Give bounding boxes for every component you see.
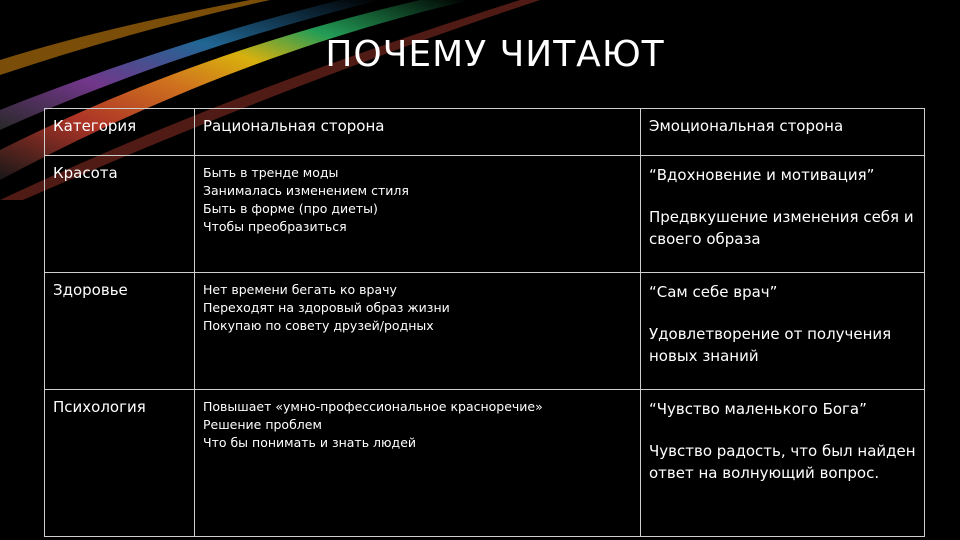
rational-item: Что бы понимать и знать людей xyxy=(203,435,417,450)
reasons-table xyxy=(44,108,925,537)
category-cell: Здоровье xyxy=(45,273,195,390)
table-header-row xyxy=(45,109,925,156)
rational-cell xyxy=(195,390,641,537)
rational-item: Быть в форме (про диеты) xyxy=(203,201,378,216)
rational-cell xyxy=(195,156,641,273)
emotional-quote: “Сам себе врач” xyxy=(649,283,778,301)
emotional-description: Предвкушение изменения себя и своего образа xyxy=(649,208,914,248)
header-emotional: Эмоциональная сторона xyxy=(641,109,925,156)
emotional-description: Удовлетворение от получения новых знаний xyxy=(649,325,892,365)
rational-item: Переходят на здоровый образ жизни xyxy=(203,300,450,315)
page-title: ПОЧЕМУ ЧИТАЮТ xyxy=(325,34,665,75)
rational-item: Занималась изменением стиля xyxy=(203,183,409,198)
category-cell: Красота xyxy=(45,156,195,273)
rational-item: Чтобы преобразиться xyxy=(203,219,347,234)
category-cell: Психология xyxy=(45,390,195,537)
header-rational: Рациональная сторона xyxy=(195,109,641,156)
rational-item: Покупаю по совету друзей/родных xyxy=(203,318,434,333)
emotional-cell xyxy=(641,156,925,273)
table-row xyxy=(45,390,925,537)
emotional-quote: “Чувство маленького Бога” xyxy=(649,400,867,418)
rational-cell xyxy=(195,273,641,390)
emotional-description: Чувство радость, что был найден ответ на волнующий вопрос. xyxy=(649,442,916,482)
emotional-cell xyxy=(641,390,925,537)
table-row xyxy=(45,156,925,273)
rational-item: Нет времени бегать ко врачу xyxy=(203,282,397,297)
rational-item: Быть в тренде моды xyxy=(203,165,339,180)
emotional-quote: “Вдохновение и мотивация” xyxy=(649,166,875,184)
table-row xyxy=(45,273,925,390)
rational-item: Решение проблем xyxy=(203,417,322,432)
rational-item: Повышает «умно-профессиональное красноречие» xyxy=(203,399,543,414)
emotional-cell xyxy=(641,273,925,390)
header-category: Категория xyxy=(45,109,195,156)
